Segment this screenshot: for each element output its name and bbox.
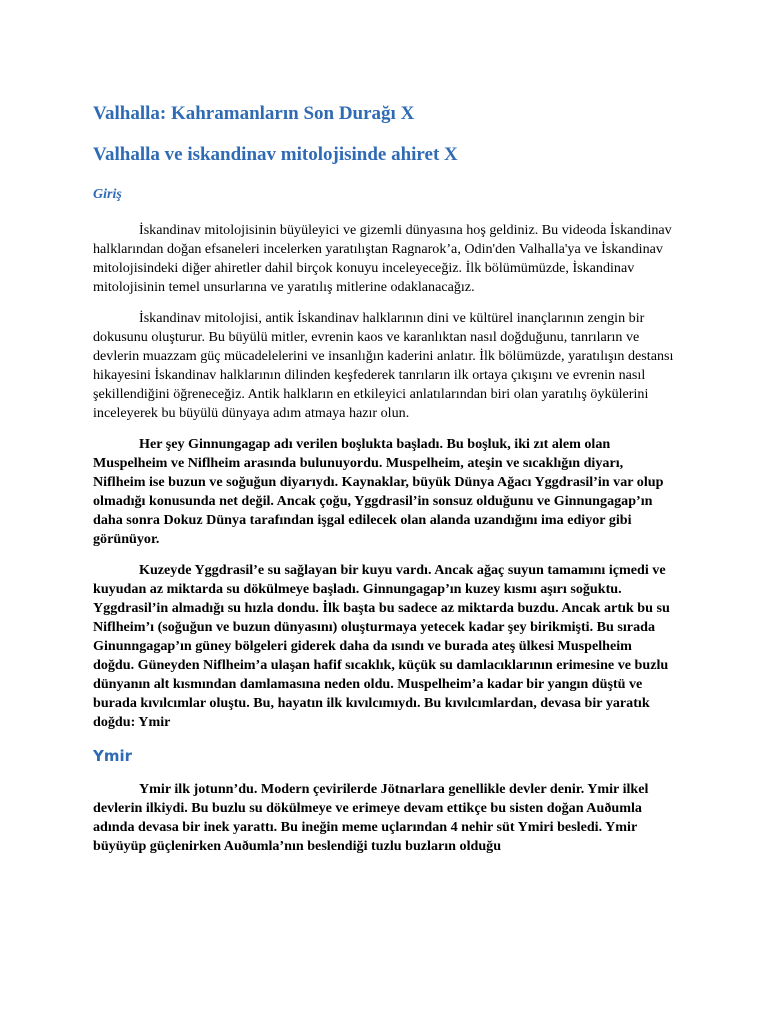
paragraph-ymir: Ymir ilk jotunn’du. Modern çevirilerde Jötnarlara genellikle devler denir. Ymir ilkel devlerin ilkiydi. Bu buzlu su dökülmeye ve erimeye devam ettikçe bu sisten doğan Auðumla adında devasa bir inek yarattı. Bu ineğin meme uçlarından 4 nehir süt Ymiri besledi. Ymir büyüyüp güçlenirken Auðumla’nın beslendiği tuzlu buzların olduğu [93, 781, 649, 854]
document-body [93, 102, 675, 856]
paragraph-creation-1: Her şey Ginnungagap adı verilen boşlukta başladı. Bu boşluk, iki zıt alem olan Muspelheim ve Niflheim arasında bulunuyordu. Muspelheim, ateşin ve sıcaklığın diyarı, Niflheim ise buzun ve soğuğun diyarıydı. Kaynaklar, büyük Dünya Ağacı Yggdrasil’in var olup olmadığı konusunda net değil. Ancak çoğu, Yggdrasil’in sonsuz olduğunu ve Ginnungagap’ın daha sonra Dokuz Dünya tarafından işgal edilecek olan alanda uzandığını ima ediyor gibi görünüyor. [93, 436, 664, 547]
section-heading-intro: Giriş [93, 187, 122, 202]
paragraph-intro-2: İskandinav mitolojisi, antik İskandinav halklarının dini ve kültürel inançlarının zengin bir dokusunu oluşturur. Bu büyülü mitler, evrenin kaos ve karanlıktan nasıl doğduğunu, tanrıların ve devlerin muazzam güç mücadelelerini ve insanlığın kaderini anlatır. İlk bölümüzde, yaratılışın destansı hikayesini İskandinav halklarının dilinden keşfederek tanrıların ilk ortaya çıkışını ve evrenin nasıl şekillendiğini öğreneceğiz. Antik halkların en etkileyici anlatılarından biri olan yaratılış öykülerini inceleyerek bu büyülü dünyaya adım atmaya hazır olun. [93, 310, 674, 421]
document-subtitle: Valhalla ve iskandinav mitolojisinde ahiret X [93, 144, 458, 165]
document-title: Valhalla: Kahramanların Son Durağı X [93, 103, 415, 124]
paragraph-creation-2: Kuzeyde Yggdrasil’e su sağlayan bir kuyu vardı. Ancak ağaç suyun tamamını içmedi ve kuyudan az miktarda su dökülmeye başladı. Ginnungagap’ın kuzey kısmı aşırı soğuktu. Yggdrasil’in almadığı su hızla dondu. İlk başta bu sadece az miktarda buzdu. Ancak artık bu su Niflheim’ı (soğuğun ve buzun dünyasını) oluşturmaya yetecek kadar şey birikmişti. Bu sırada Ginunngagap’ın güney bölgeleri giderek daha da ısındı ve burada ateş ülkesi Muspelheim doğdu. Güneyden Niflheim’a ulaşan hafif sıcaklık, küçük su damlacıklarının erimesine ve buzlu dünyanın alt kısmından damlamasına neden oldu. Muspelheim’a kadar bir yangın düştü ve burada kıvılcımlar oluştu. Bu, hayatın ilk kıvılcımıydı. Bu kıvılcımlardan, devasa bir yaratık doğdu: Ymir [93, 562, 670, 730]
paragraph-intro-1: İskandinav mitolojisinin büyüleyici ve gizemli dünyasına hoş geldiniz. Bu videoda İskandinav halklarından doğan efsaneleri incelerken yaratılıştan Ragnarok’a, Odin'den Valhalla'ya ve İskandinav mitolojisindeki diğer ahiretler dahil birçok konuyu inceleyeceğiz. İlk bölümümüzde, İskandinav mitolojisinin temel unsurlarına ve yaratılış mitlerine odaklanacağız. [93, 222, 672, 295]
section-heading-ymir: Ymir [93, 747, 133, 765]
